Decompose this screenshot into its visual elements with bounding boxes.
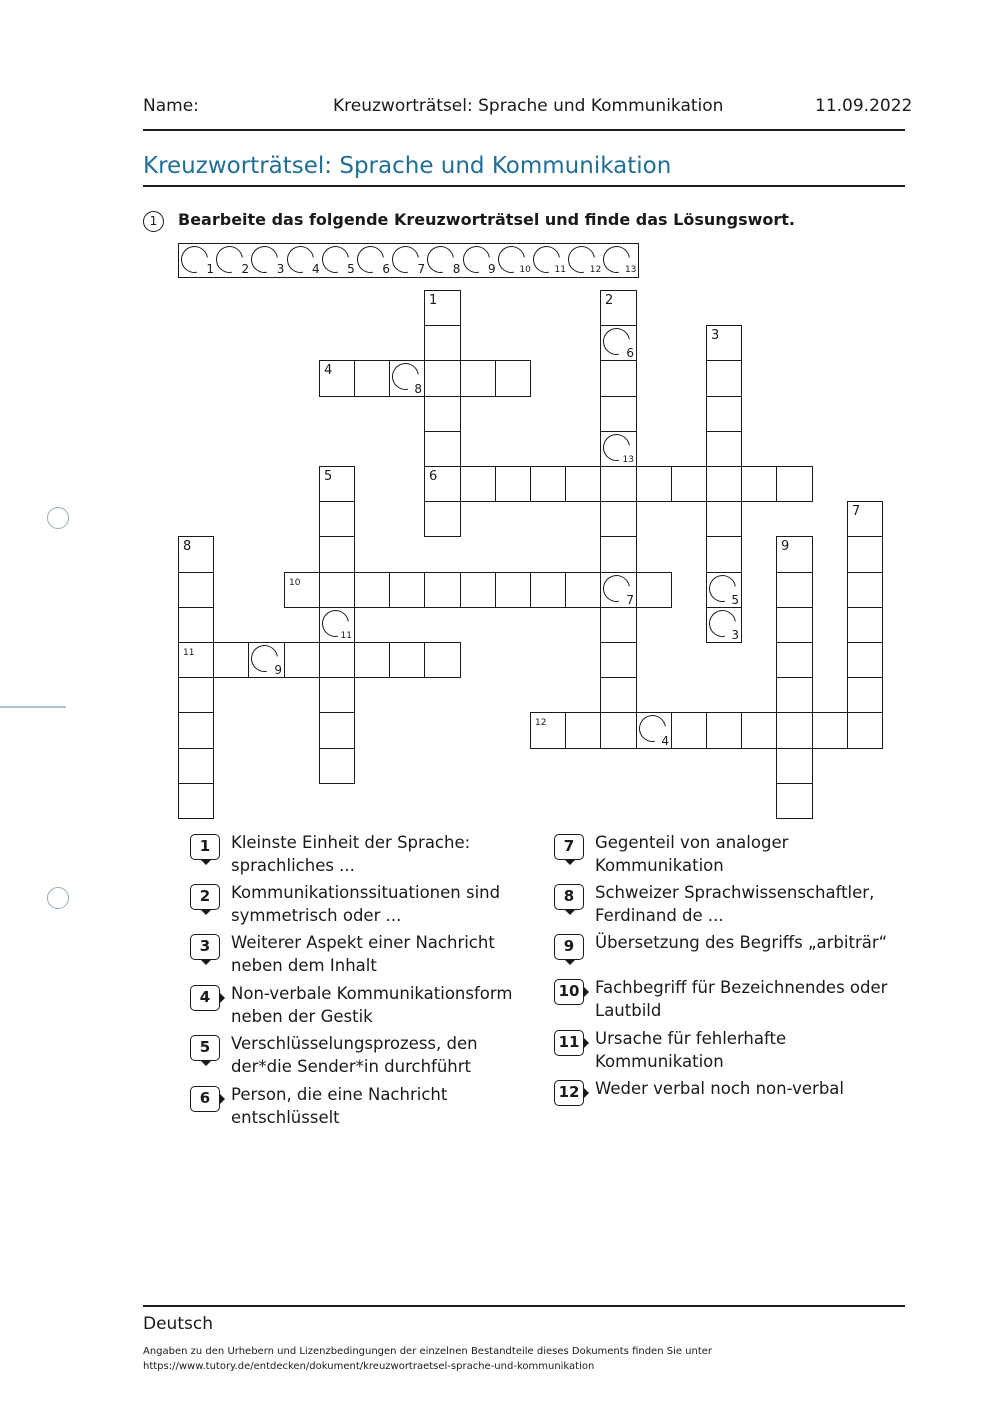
crossword-cell[interactable] bbox=[565, 466, 601, 502]
crossword-cell[interactable] bbox=[178, 712, 214, 749]
crossword-cell[interactable] bbox=[284, 572, 320, 608]
crossword-cell[interactable] bbox=[600, 712, 637, 749]
crossword-cell[interactable] bbox=[248, 642, 285, 678]
crossword-cell[interactable] bbox=[706, 607, 742, 643]
crossword-cell[interactable] bbox=[636, 466, 672, 502]
title-rule bbox=[143, 185, 905, 187]
solution-letter-index: 4 bbox=[661, 734, 669, 748]
crossword-cell[interactable] bbox=[776, 572, 813, 608]
solution-letter-index: 9 bbox=[274, 663, 282, 677]
clue-number-badge: 6 bbox=[190, 1086, 220, 1112]
license-text: Angaben zu den Urhebern und Lizenzbedingungen der einzelnen Bestandteile dieses Dokuments finden Sie unter bbox=[143, 1346, 713, 1357]
fold-mark bbox=[0, 706, 66, 708]
crossword-cell[interactable] bbox=[319, 748, 355, 784]
crossword-cell[interactable] bbox=[600, 396, 637, 432]
crossword-cell[interactable] bbox=[847, 572, 883, 608]
crossword-cell[interactable] bbox=[424, 290, 461, 326]
clue-number-badge: 3 bbox=[190, 934, 220, 960]
clue-text: Ursache für fehlerhafte Kommunikation bbox=[595, 1029, 787, 1071]
clue-number-badge: 12 bbox=[554, 1080, 584, 1106]
crossword-cell[interactable] bbox=[600, 325, 637, 361]
crossword-cell[interactable] bbox=[600, 431, 637, 467]
crossword-cell[interactable] bbox=[319, 572, 355, 608]
solution-slot-number: 1 bbox=[206, 262, 214, 276]
crossword-cell[interactable] bbox=[706, 325, 742, 361]
solution-slot[interactable] bbox=[287, 246, 322, 276]
solution-letter-index: 11 bbox=[340, 631, 352, 641]
crossword-cell[interactable] bbox=[847, 536, 883, 573]
crossword-cell[interactable] bbox=[671, 466, 707, 502]
crossword-cell[interactable] bbox=[706, 501, 742, 537]
solution-slot-number: 3 bbox=[276, 262, 285, 276]
crossword-cell[interactable] bbox=[319, 501, 355, 537]
crossword-cell[interactable] bbox=[319, 677, 355, 713]
clue-number-badge: 11 bbox=[554, 1030, 584, 1056]
clue-number-label: 9 bbox=[781, 539, 790, 554]
crossword-cell[interactable] bbox=[178, 783, 214, 819]
license-url[interactable]: https://www.tutory.de/entdecken/dokument/kreuzwortraetsel-sprache-und-kommunikation bbox=[143, 1361, 595, 1372]
crossword-cell[interactable] bbox=[389, 360, 425, 397]
crossword-cell[interactable] bbox=[530, 572, 566, 608]
punch-hole-bottom bbox=[47, 887, 69, 909]
solution-slot[interactable] bbox=[463, 246, 498, 276]
crossword-cell[interactable] bbox=[178, 536, 214, 573]
crossword-cell[interactable] bbox=[741, 466, 777, 502]
solution-slot[interactable] bbox=[322, 246, 357, 276]
crossword-cell[interactable] bbox=[460, 572, 496, 608]
crossword-cell[interactable] bbox=[565, 572, 601, 608]
solution-slot-number: 5 bbox=[347, 262, 355, 276]
solution-slot[interactable] bbox=[427, 246, 462, 276]
crossword-cell[interactable] bbox=[460, 360, 496, 397]
crossword-cell[interactable] bbox=[706, 360, 742, 397]
crossword-cell[interactable] bbox=[424, 466, 461, 502]
crossword-cell[interactable] bbox=[319, 466, 355, 502]
solution-slot[interactable] bbox=[181, 246, 216, 276]
solution-letter-index: 13 bbox=[622, 455, 634, 465]
crossword-cell[interactable] bbox=[460, 466, 496, 502]
solution-letter-index: 5 bbox=[731, 593, 739, 607]
crossword-cell[interactable] bbox=[424, 396, 461, 432]
crossword-cell[interactable] bbox=[776, 536, 813, 573]
crossword-cell[interactable] bbox=[847, 501, 883, 537]
solution-slot-number: 12 bbox=[589, 265, 602, 275]
crossword-cell[interactable] bbox=[319, 642, 355, 678]
crossword-cell[interactable] bbox=[424, 431, 461, 467]
clue-text: Fachbegriff für Bezeichnendes oder Lautbild bbox=[595, 978, 888, 1020]
crossword-cell[interactable] bbox=[495, 466, 531, 502]
crossword-cell[interactable] bbox=[706, 536, 742, 573]
clue-number-label: 2 bbox=[605, 293, 614, 308]
crossword-cell[interactable] bbox=[389, 572, 425, 608]
solution-word-strip bbox=[178, 243, 639, 278]
clue-number-label: 8 bbox=[183, 539, 192, 554]
clue-text: Kommunikationssituationen sind symmetrisch oder ... bbox=[231, 883, 501, 925]
crossword-cell[interactable] bbox=[600, 290, 637, 326]
crossword-cell[interactable] bbox=[178, 677, 214, 713]
clue-number-label: 6 bbox=[429, 469, 438, 484]
crossword-cell[interactable] bbox=[354, 572, 390, 608]
crossword-cell[interactable] bbox=[319, 607, 355, 643]
clue-text: Weiterer Aspekt einer Nachricht neben dem Inhalt bbox=[231, 933, 495, 975]
crossword-cell[interactable] bbox=[847, 642, 883, 678]
clue-number-badge: 4 bbox=[190, 985, 220, 1011]
solution-slot-number: 4 bbox=[311, 262, 320, 276]
clue-text: Non-verbale Kommunikationsform neben der Gestik bbox=[231, 984, 513, 1026]
clue-number-label: 7 bbox=[852, 504, 861, 519]
clue-number-label: 11 bbox=[183, 648, 195, 658]
crossword-cell[interactable] bbox=[776, 712, 813, 749]
crossword-cell[interactable] bbox=[671, 712, 707, 749]
solution-slot[interactable] bbox=[392, 246, 427, 276]
clue-text: Weder verbal noch non-verbal bbox=[595, 1079, 844, 1098]
crossword-cell[interactable] bbox=[776, 748, 813, 784]
crossword-cell[interactable] bbox=[319, 712, 355, 749]
solution-slot-number: 8 bbox=[452, 262, 461, 276]
crossword-cell[interactable] bbox=[600, 466, 637, 502]
crossword-cell[interactable] bbox=[213, 642, 249, 678]
crossword-cell[interactable] bbox=[600, 360, 637, 397]
clue-text: Verschlüsselungsprozess, den der*die Sender*in durchführt bbox=[231, 1034, 478, 1076]
clue-number-label: 3 bbox=[711, 328, 720, 343]
clue-number-label: 12 bbox=[535, 718, 547, 728]
name-label: Name: bbox=[143, 96, 199, 116]
crossword-cell[interactable] bbox=[424, 325, 461, 361]
clue-number-badge: 8 bbox=[554, 884, 584, 910]
clue-number-label: 4 bbox=[324, 363, 333, 378]
crossword-cell[interactable] bbox=[776, 642, 813, 678]
crossword-cell[interactable] bbox=[636, 712, 672, 749]
clue-text: Gegenteil von analoger Kommunikation bbox=[595, 833, 789, 875]
crossword-cell[interactable] bbox=[706, 466, 742, 502]
crossword-cell[interactable] bbox=[600, 536, 637, 573]
crossword-cell[interactable] bbox=[812, 712, 848, 749]
crossword-cell[interactable] bbox=[776, 607, 813, 643]
crossword-cell[interactable] bbox=[706, 431, 742, 467]
crossword-cell[interactable] bbox=[530, 712, 566, 749]
header-rule bbox=[143, 129, 905, 131]
clue-number-label: 10 bbox=[289, 578, 301, 588]
crossword-cell[interactable] bbox=[178, 642, 214, 678]
crossword-cell[interactable] bbox=[706, 712, 742, 749]
solution-slot-number: 10 bbox=[519, 265, 531, 275]
clue-number-badge: 7 bbox=[554, 834, 584, 860]
crossword-cell[interactable] bbox=[847, 712, 883, 749]
page-title: Kreuzworträtsel: Sprache und Kommunikation bbox=[143, 153, 672, 179]
crossword-cell[interactable] bbox=[319, 360, 355, 397]
crossword-cell[interactable] bbox=[495, 572, 531, 608]
solution-slot[interactable] bbox=[251, 246, 286, 276]
crossword-cell[interactable] bbox=[776, 677, 813, 713]
task-instruction: Bearbeite das folgende Kreuzworträtsel und finde das Lösungswort. bbox=[178, 210, 795, 229]
crossword-cell[interactable] bbox=[530, 466, 566, 502]
solution-slot-number: 11 bbox=[554, 265, 566, 275]
crossword-cell[interactable] bbox=[424, 642, 461, 678]
crossword-cell[interactable] bbox=[600, 501, 637, 537]
crossword-cell[interactable] bbox=[706, 396, 742, 432]
solution-slot-number: 9 bbox=[487, 262, 496, 276]
crossword-cell[interactable] bbox=[636, 572, 672, 608]
solution-slot-number: 2 bbox=[241, 262, 250, 276]
clue-number-label: 1 bbox=[429, 293, 438, 308]
crossword-cell[interactable] bbox=[178, 607, 214, 643]
solution-slot[interactable] bbox=[357, 246, 392, 276]
solution-letter-index: 7 bbox=[626, 593, 634, 607]
crossword-cell[interactable] bbox=[354, 360, 390, 397]
solution-letter-index: 3 bbox=[731, 628, 739, 642]
crossword-cell[interactable] bbox=[389, 642, 425, 678]
crossword-cell[interactable] bbox=[424, 501, 461, 537]
task-number: 1 bbox=[143, 211, 164, 232]
solution-slot[interactable] bbox=[603, 246, 638, 276]
clue-number-badge: 9 bbox=[554, 934, 584, 960]
punch-hole-top bbox=[47, 507, 69, 529]
header-title: Kreuzworträtsel: Sprache und Kommunikation bbox=[333, 96, 724, 116]
clue-text: Übersetzung des Begriffs „arbiträr“ bbox=[595, 933, 888, 952]
footer-license bbox=[143, 1344, 843, 1374]
crossword-cell[interactable] bbox=[776, 783, 813, 819]
crossword-cell[interactable] bbox=[424, 360, 461, 397]
crossword-cell[interactable] bbox=[178, 572, 214, 608]
clue-text: Person, die eine Nachricht entschlüsselt bbox=[231, 1085, 448, 1127]
crossword-cell[interactable] bbox=[847, 677, 883, 713]
crossword-cell[interactable] bbox=[776, 466, 813, 502]
solution-slot[interactable] bbox=[568, 246, 603, 276]
clue-number-badge: 10 bbox=[554, 979, 584, 1005]
solution-slot-number: 6 bbox=[382, 262, 390, 276]
header-date: 11.09.2022 bbox=[815, 96, 913, 116]
clue-text: Kleinste Einheit der Sprache: sprachliches ... bbox=[231, 833, 471, 875]
crossword-cell[interactable] bbox=[706, 572, 742, 608]
crossword-cell[interactable] bbox=[600, 607, 637, 643]
footer-rule bbox=[143, 1305, 905, 1307]
clue-number-badge: 2 bbox=[190, 884, 220, 910]
solution-slot-number: 7 bbox=[417, 262, 426, 276]
footer-subject: Deutsch bbox=[143, 1314, 213, 1334]
crossword-cell[interactable] bbox=[354, 642, 390, 678]
crossword-cell[interactable] bbox=[565, 712, 601, 749]
solution-slot[interactable] bbox=[498, 246, 533, 276]
solution-slot-number: 13 bbox=[624, 265, 637, 275]
crossword-cell[interactable] bbox=[284, 642, 320, 678]
solution-letter-index: 6 bbox=[626, 346, 634, 360]
crossword-cell[interactable] bbox=[847, 607, 883, 643]
crossword-cell[interactable] bbox=[600, 572, 637, 608]
solution-slot[interactable] bbox=[216, 246, 251, 276]
clue-number-badge: 1 bbox=[190, 834, 220, 860]
clue-number-badge: 5 bbox=[190, 1035, 220, 1061]
crossword-cell[interactable] bbox=[600, 642, 637, 678]
clue-text: Schweizer Sprachwissenschaftler, Ferdinand de ... bbox=[595, 883, 875, 925]
crossword-cell[interactable] bbox=[178, 748, 214, 784]
crossword-cell[interactable] bbox=[319, 536, 355, 573]
crossword-cell[interactable] bbox=[424, 572, 461, 608]
solution-letter-index: 8 bbox=[414, 382, 422, 396]
crossword-cell[interactable] bbox=[741, 712, 777, 749]
crossword-cell[interactable] bbox=[600, 677, 637, 713]
solution-slot[interactable] bbox=[533, 246, 568, 276]
crossword-cell[interactable] bbox=[495, 360, 531, 397]
clue-number-label: 5 bbox=[324, 469, 333, 484]
